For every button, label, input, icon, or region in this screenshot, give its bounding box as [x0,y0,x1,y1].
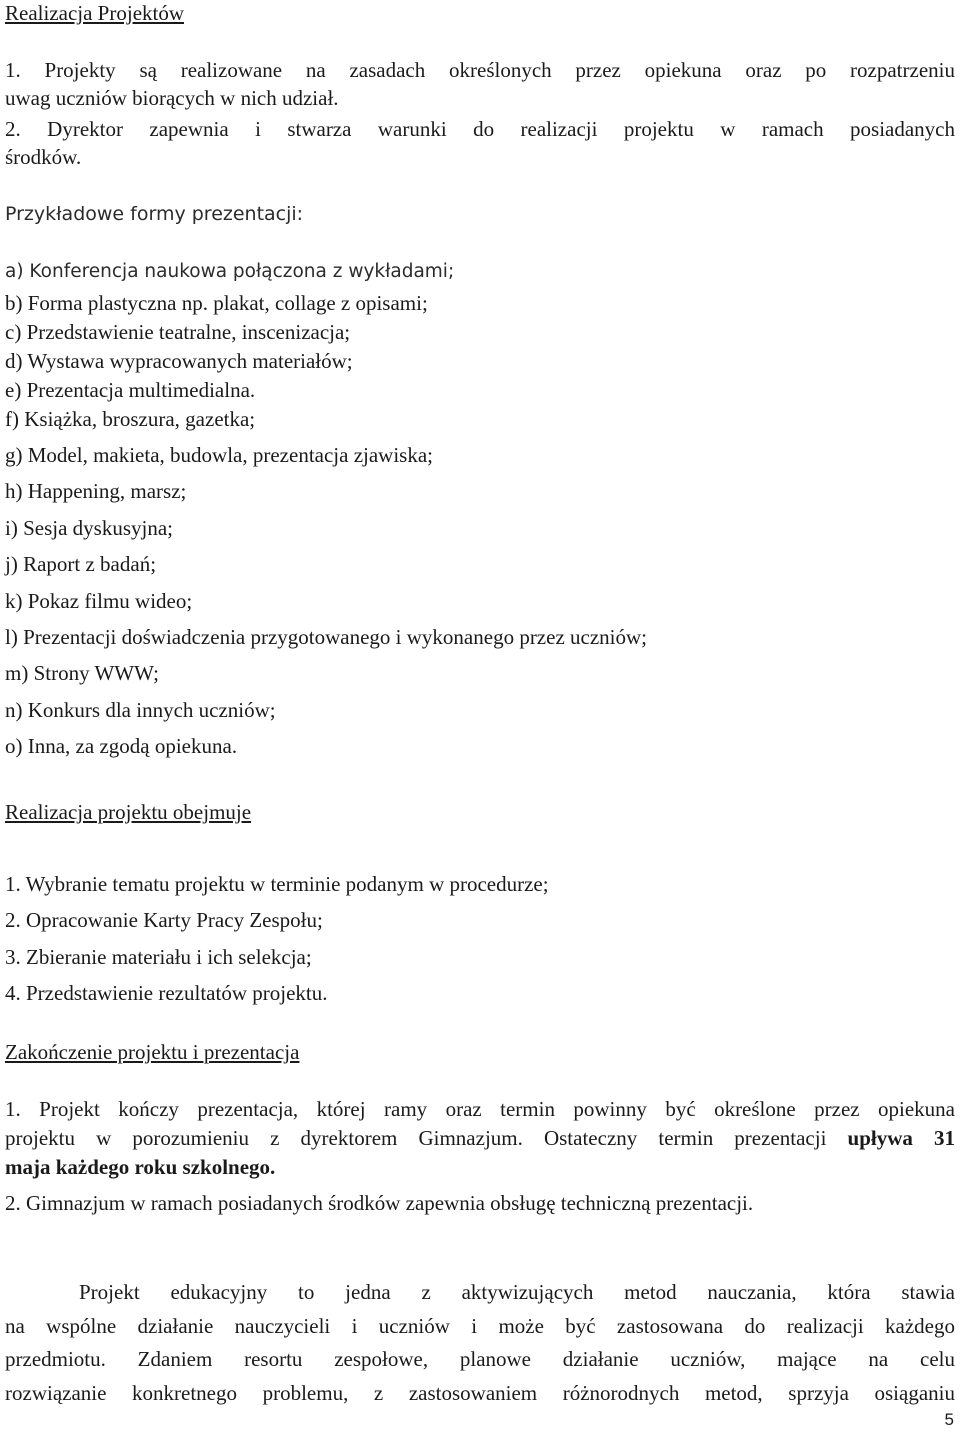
list-item: 2. Opracowanie Karty Pracy Zespołu; [5,908,323,932]
list-item: a) Konferencja naukowa połączona z wykładami; [5,261,455,282]
list-item: b) Forma plastyczna np. plakat, collage z opisami; [5,291,428,315]
section-heading-formy-prezentacji: Przykładowe formy prezentacji: [5,203,304,225]
page-number: 5 [944,1410,954,1429]
paragraph-line [5,1125,955,1151]
paragraph-line: środków. [5,145,82,169]
deadline-text: upływa 31 [847,1126,956,1150]
paragraph-line: 2. Dyrektor zapewnia i stwarza warunki do realizacji projektu w ramach posiadanych [5,117,955,141]
paragraph-line: 2. Gimnazjum w ramach posiadanych środków zapewnia obsługę techniczną prezentacji. [5,1191,754,1215]
paragraph-line: na wspólne działanie nauczycieli i uczniów i może być zastosowana do realizacji każdego [5,1314,955,1338]
list-item: k) Pokaz filmu wideo; [5,589,193,613]
list-item: i) Sesja dyskusyjna; [5,516,173,540]
list-item: 1. Wybranie tematu projektu w terminie podanym w procedurze; [5,872,549,896]
section-heading-realizacja-projektu-obejmuje: Realizacja projektu obejmuje [5,800,252,824]
section-heading-zakonczenie-projektu: Zakończenie projektu i prezentacja [5,1040,300,1064]
list-item: c) Przedstawienie teatralne, inscenizacja; [5,320,351,344]
list-item: f) Książka, broszura, gazetka; [5,407,256,431]
deadline-text: maja każdego roku szkolnego. [5,1155,276,1179]
list-item: j) Raport z badań; [5,552,157,576]
paragraph-line: 1. Projekt kończy prezentacja, której ramy oraz termin powinny być określone przez opiekuna [5,1097,955,1121]
paragraph-line: rozwiązanie konkretnego problemu, z zastosowaniem różnorodnych metod, sprzyja osiąganiu [5,1381,955,1405]
list-item: g) Model, makieta, budowla, prezentacja zjawiska; [5,443,433,467]
paragraph-text: projektu w porozumieniu z dyrektorem Gimnazjum. Ostateczny termin prezentacji [5,1126,848,1150]
list-item: 3. Zbieranie materiału i ich selekcja; [5,945,312,969]
list-item: 4. Przedstawienie rezultatów projektu. [5,981,328,1005]
list-item: l) Prezentacji doświadczenia przygotowanego i wykonanego przez uczniów; [5,625,647,649]
list-item: o) Inna, za zgodą opiekuna. [5,734,238,758]
list-item: n) Konkurs dla innych uczniów; [5,698,276,722]
paragraph-line: uwag uczniów biorących w nich udział. [5,86,339,110]
paragraph-line: 1. Projekty są realizowane na zasadach określonych przez opiekuna oraz po rozpatrzeniu [5,58,955,82]
list-item: m) Strony WWW; [5,661,159,685]
list-item: e) Prezentacja multimedialna. [5,378,256,402]
section-heading-realizacja-projektow: Realizacja Projektów [5,1,185,25]
paragraph-line: przedmiotu. Zdaniem resortu zespołowe, planowe działanie uczniów, mające na celu [5,1347,955,1371]
list-item: h) Happening, marsz; [5,479,187,503]
list-item: d) Wystawa wypracowanych materiałów; [5,349,353,373]
paragraph-line: Projekt edukacyjny to jedna z aktywizujących metod nauczania, która stawia [79,1280,955,1304]
